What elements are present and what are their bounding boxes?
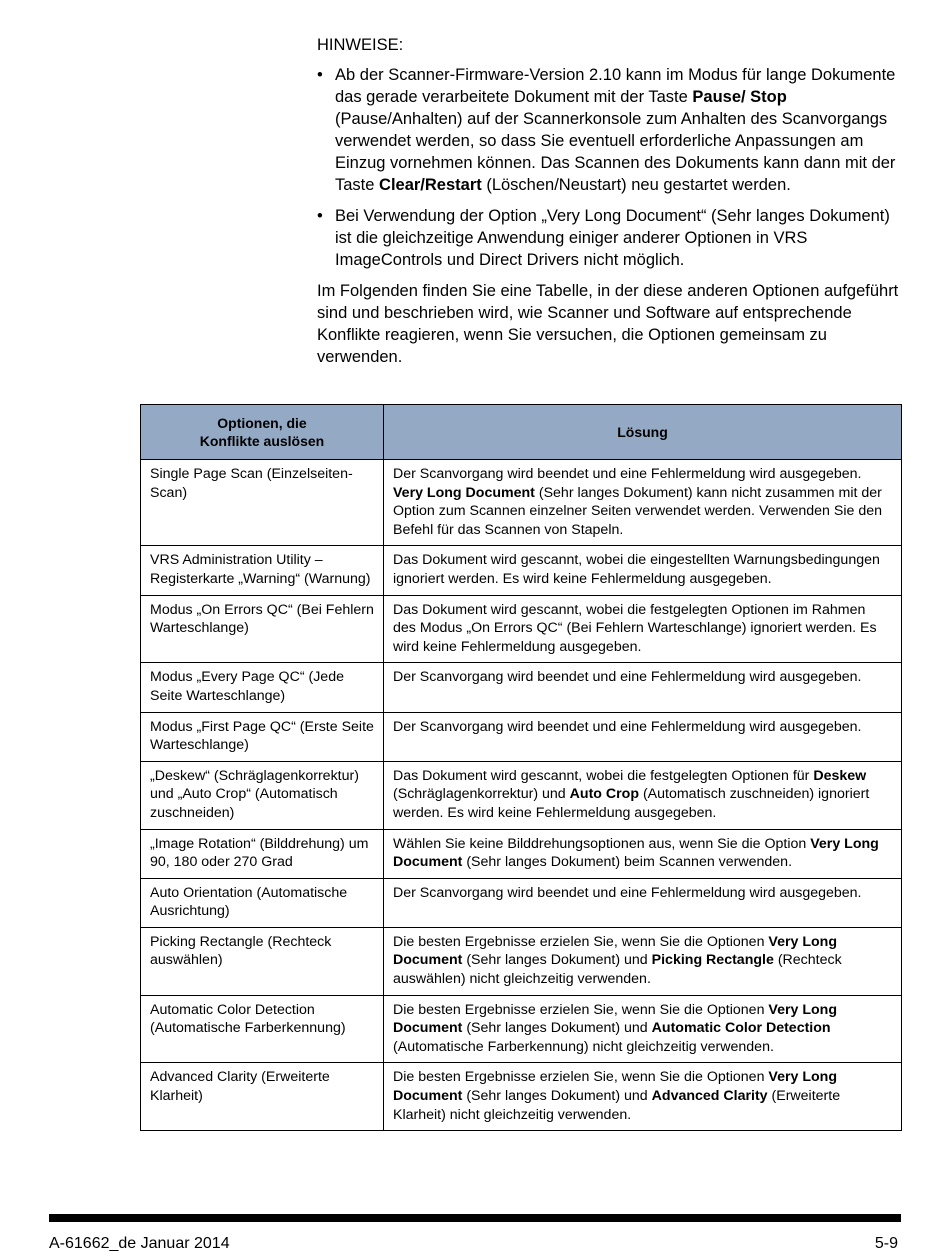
table-row (141, 1063, 902, 1131)
bullet-icon: • (317, 66, 323, 84)
option-cell: Modus „Every Page QC“ (Jede Seite Warteschlange) (141, 663, 384, 712)
note-text: (Pause/Anhalten) auf der Scannerkonsole zum Anhalten des Scanvorgangs verwendet werden, so dass Sie eventuell erforderliche Anpassungen am Einzug vornehmen können. Das Scannen des Dokuments kann dann mit der Taste (335, 110, 896, 194)
solution-cell: Die besten Ergebnisse erzielen Sie, wenn Sie die Optionen Very Long Document (Sehr langes Dokument) und Picking Rectangle (Rechteck auswählen) nicht gleichzeitig verwenden. (384, 927, 902, 995)
solution-cell: Das Dokument wird gescannt, wobei die festgelegten Optionen im Rahmen des Modus „On Errors QC“ (Bei Fehlern Warteschlange) ignoriert werden. Es wird keine Fehlermeldung ausgegeben. (384, 595, 902, 663)
option-cell: Auto Orientation (Automatische Ausrichtung) (141, 878, 384, 927)
table-row (141, 712, 902, 761)
solution-cell: Das Dokument wird gescannt, wobei die eingestellten Warnungsbedingungen ignoriert werden. Es wird keine Fehlermeldung ausgegeben. (384, 546, 902, 595)
option-cell: Automatic Color Detection (Automatische Farberkennung) (141, 995, 384, 1063)
table-row (141, 546, 902, 595)
footer-page-number: 5-9 (874, 1235, 898, 1252)
note-text: Ab der Scanner-Firmware-Version 2.10 kann im Modus für lange Dokumente das gerade verarbeitete Dokument mit der Taste (335, 66, 896, 106)
option-cell: „Image Rotation“ (Bilddrehung) um 90, 180 oder 270 Grad (141, 829, 384, 878)
note-key-clear-restart: Clear/Restart (379, 176, 482, 194)
option-cell: „Deskew“ (Schräglagenkorrektur) und „Auto Crop“ (Automatisch zuschneiden) (141, 761, 384, 829)
table-header-row (141, 405, 902, 460)
table-row (141, 878, 902, 927)
option-cell: Single Page Scan (Einzelseiten-Scan) (141, 460, 384, 546)
option-cell: Picking Rectangle (Rechteck auswählen) (141, 927, 384, 995)
table-row (141, 995, 902, 1063)
note-text: Bei Verwendung der Option „Very Long Document“ (Sehr langes Dokument) ist die gleichzeitige Anwendung einiger anderer Optionen in VRS ImageControls und Direct Drivers nicht möglich. (335, 207, 890, 269)
note-very-long-document (317, 205, 903, 271)
table-row (141, 595, 902, 663)
notes-heading: HINWEISE: (317, 36, 404, 54)
bullet-icon: • (317, 207, 323, 225)
note-firmware-pause (317, 64, 903, 196)
table-row (141, 829, 902, 878)
note-text: (Löschen/Neustart) neu gestartet werden. (481, 176, 791, 194)
header-options: Optionen, die Konflikte auslösen (141, 405, 384, 460)
solution-cell: Wählen Sie keine Bilddrehungsoptionen aus, wenn Sie die Option Very Long Document (Sehr langes Dokument) beim Scannen verwenden. (384, 829, 902, 878)
table-row (141, 663, 902, 712)
option-cell: Modus „On Errors QC“ (Bei Fehlern Warteschlange) (141, 595, 384, 663)
table-row (141, 927, 902, 995)
footer-rule (49, 1214, 901, 1222)
table-row (141, 460, 902, 546)
solution-cell: Der Scanvorgang wird beendet und eine Fehlermeldung wird ausgegeben. (384, 712, 902, 761)
option-cell: Modus „First Page QC“ (Erste Seite Warteschlange) (141, 712, 384, 761)
intro-paragraph: Im Folgenden finden Sie eine Tabelle, in der diese anderen Optionen aufgeführt sind und beschrieben wird, wie Scanner und Software auf entsprechende Konflikte reagieren, wenn Sie versuchen, die Optionen gemeinsam zu verwenden. (317, 282, 899, 366)
solution-cell: Der Scanvorgang wird beendet und eine Fehlermeldung wird ausgegeben. Very Long Document (Sehr langes Dokument) kann nicht zusammen mit der Option zum Scannen einzelner Seiten verwendet werden. Verwenden Sie den Befehl für das Scannen von Stapeln. (384, 460, 902, 546)
note-key-pause-stop: Pause/ Stop (692, 88, 787, 106)
option-cell: Advanced Clarity (Erweiterte Klarheit) (141, 1063, 384, 1131)
solution-cell: Der Scanvorgang wird beendet und eine Fehlermeldung wird ausgegeben. (384, 663, 902, 712)
table-row (141, 761, 902, 829)
footer-doc-id: A-61662_de Januar 2014 (49, 1235, 230, 1252)
conflict-options-table (140, 404, 902, 1131)
option-cell: VRS Administration Utility – Registerkarte „Warning“ (Warnung) (141, 546, 384, 595)
solution-cell: Der Scanvorgang wird beendet und eine Fehlermeldung wird ausgegeben. (384, 878, 902, 927)
solution-cell: Die besten Ergebnisse erzielen Sie, wenn Sie die Optionen Very Long Document (Sehr langes Dokument) und Automatic Color Detection (Automatische Farberkennung) nicht gleichzeitig verwenden. (384, 995, 902, 1063)
solution-cell: Die besten Ergebnisse erzielen Sie, wenn Sie die Optionen Very Long Document (Sehr langes Dokument) und Advanced Clarity (Erweiterte Klarheit) nicht gleichzeitig verwenden. (384, 1063, 902, 1131)
notes-section (317, 34, 903, 368)
header-solution: Lösung (384, 405, 902, 460)
solution-cell: Das Dokument wird gescannt, wobei die festgelegten Optionen für Deskew (Schräglagenkorrektur) und Auto Crop (Automatisch zuschneiden) ignoriert werden. Es wird keine Fehlermeldung ausgegeben. (384, 761, 902, 829)
